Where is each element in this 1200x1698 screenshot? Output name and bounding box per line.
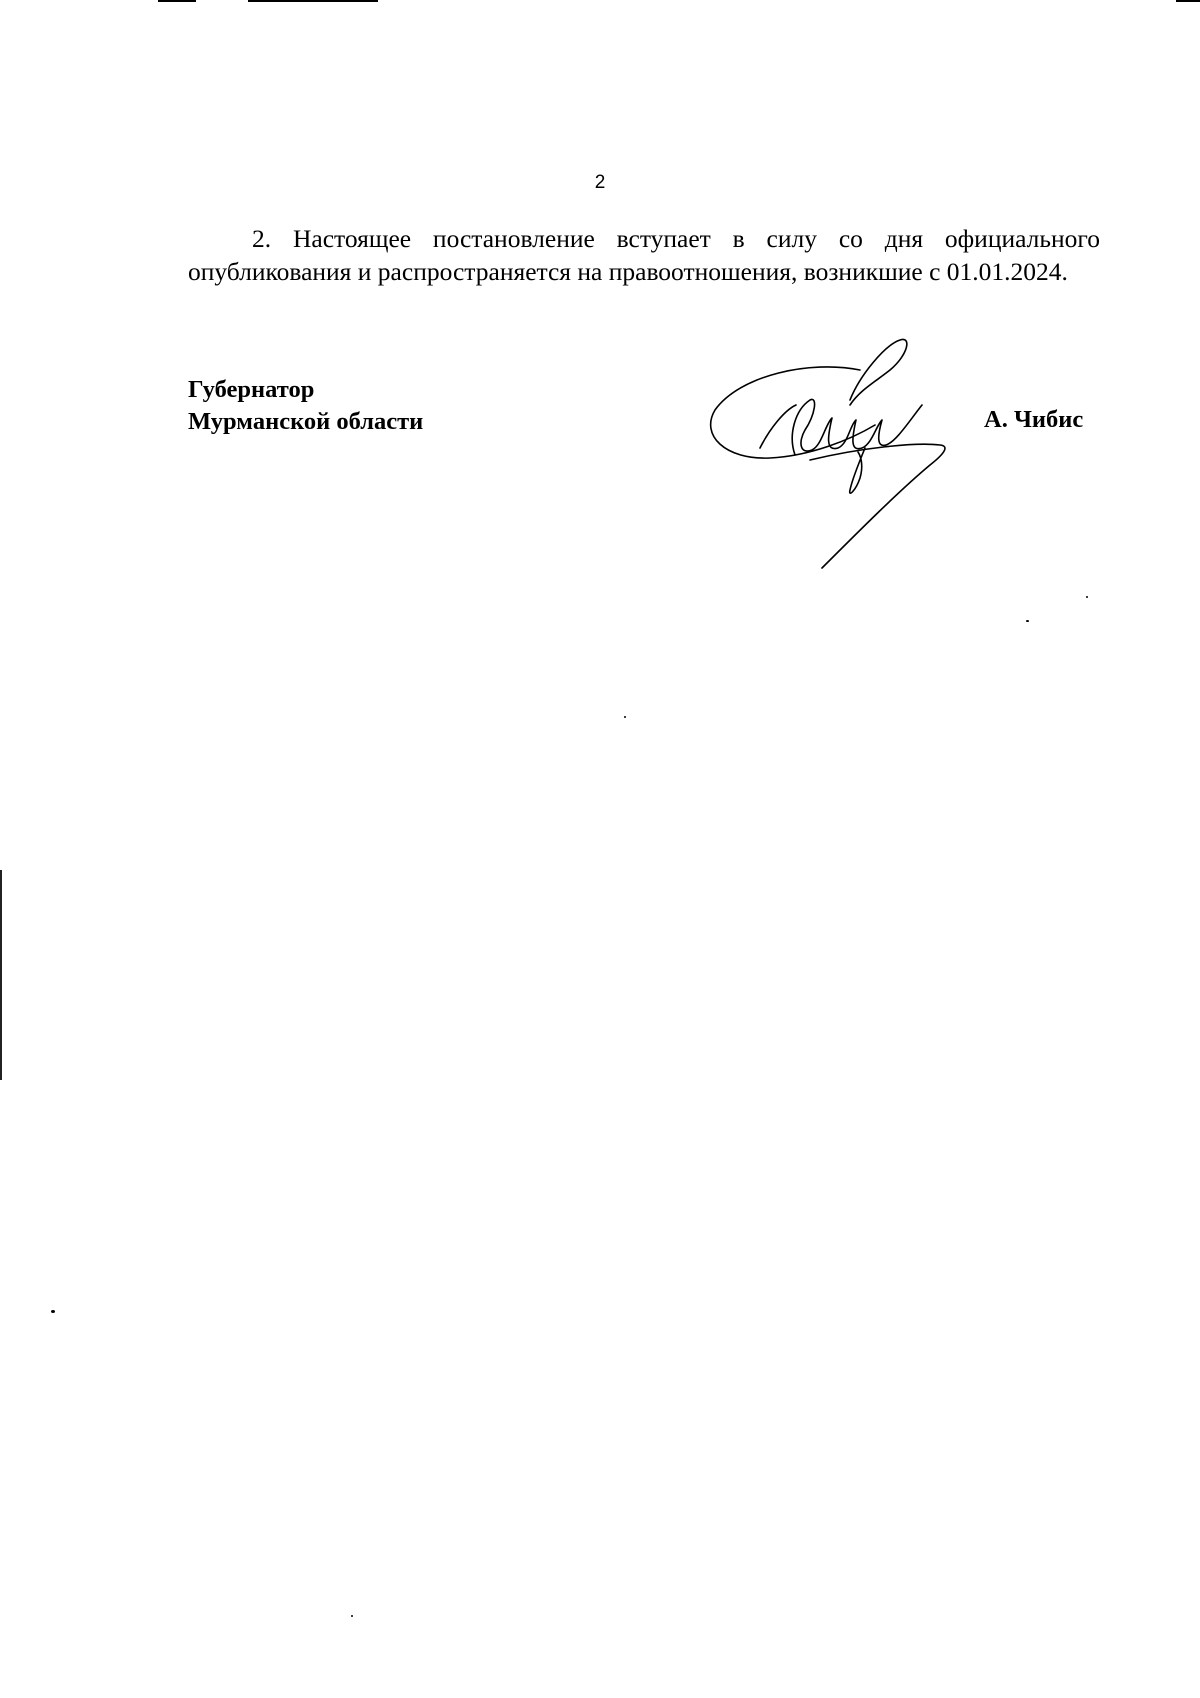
signatory-title-line-2: Мурманской области xyxy=(188,408,424,435)
scan-artifact-left-edge xyxy=(0,870,2,1080)
clause-line-2: опубликования и распространяется на правоотношения, возникшие с 01.01.2024. xyxy=(188,257,1068,286)
signatory-name: А. Чибис xyxy=(984,406,1084,433)
scan-artifact-top-mid xyxy=(248,0,378,2)
scan-speck xyxy=(1026,620,1029,622)
scan-artifact-top-left xyxy=(158,0,196,2)
signatory-title xyxy=(188,374,423,438)
clause-paragraph xyxy=(188,222,1100,288)
page-number: 2 xyxy=(594,172,606,193)
handwritten-signature xyxy=(700,330,970,570)
clause-line-1: 2. Настоящее постановление вступает в силу со дня официального xyxy=(252,224,1100,253)
scan-artifact-top-right xyxy=(1176,0,1200,2)
scan-speck xyxy=(624,716,626,718)
scan-speck xyxy=(1086,596,1088,598)
scan-speck xyxy=(51,1310,55,1313)
signatory-title-line-1: Губернатор xyxy=(188,376,315,403)
scan-speck xyxy=(351,1615,353,1617)
